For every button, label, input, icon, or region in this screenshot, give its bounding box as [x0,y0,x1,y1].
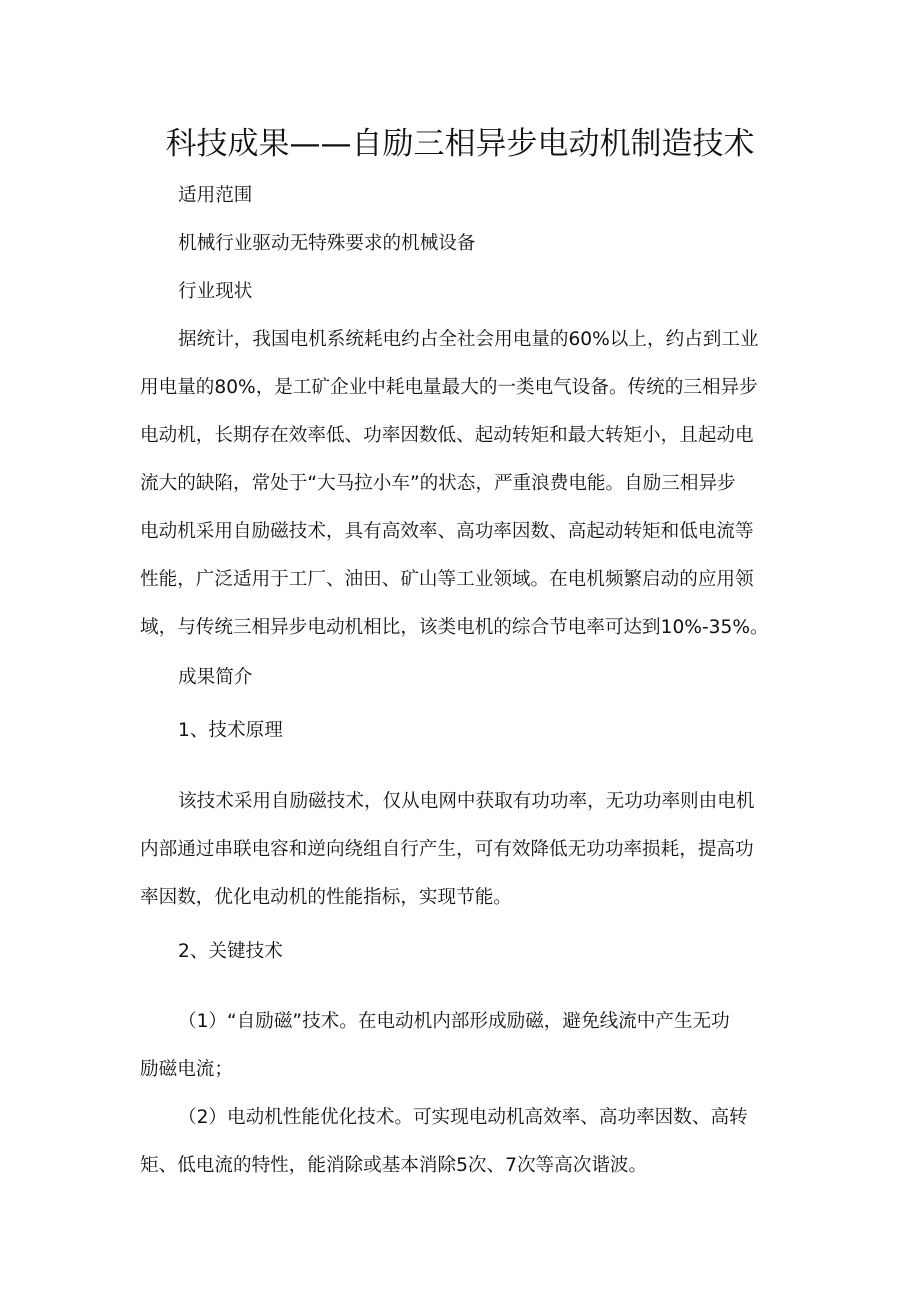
heading-principle: 1、技术原理 [178,720,283,741]
status-line: 据统计，我国电机系统耗电约占全社会用电量的60%以上，约占到工业 [178,329,759,350]
status-line: 电动机采用自励磁技术，具有高效率、高功率因数、高起动转矩和低电流等 [140,521,754,542]
status-line: 域，与传统三相异步电动机相比，该类电机的综合节电率可达到10%-35%。 [140,617,769,638]
key-item-line: 矩、低电流的特性，能消除或基本消除5次、7次等高次谐波。 [140,1155,648,1176]
heading-key: 2、关键技术 [178,941,283,962]
status-line: 电动机，长期存在效率低、功率因数低、起动转矩和最大转矩小，且起动电 [140,425,754,446]
heading-status: 行业现状 [178,281,253,302]
principle-line: 该技术采用自励磁技术，仅从电网中获取有功功率，无功功率则由电机 [178,791,755,812]
heading-scope: 适用范围 [178,185,253,206]
principle-line: 内部通过串联电容和逆向绕组自行产生，可有效降低无功功率损耗，提高功 [140,839,754,860]
key-item-line: 励磁电流； [140,1059,233,1080]
heading-intro: 成果简介 [178,667,253,688]
key-item-line: （1）“自励磁”技术。在电动机内部形成励磁，避免线流中产生无功 [178,1011,730,1032]
key-item-line: （2）电动机性能优化技术。可实现电动机高效率、高功率因数、高转 [178,1107,748,1128]
status-line: 用电量的80%，是工矿企业中耗电量最大的一类电气设备。传统的三相异步 [140,377,758,398]
document-title: 科技成果——自励三相异步电动机制造技术 [165,126,755,162]
status-line: 流大的缺陷，常处于“大马拉小车”的状态，严重浪费电能。自励三相异步 [140,473,736,494]
scope-text: 机械行业驱动无特殊要求的机械设备 [178,233,476,254]
principle-line: 率因数，优化电动机的性能指标，实现节能。 [140,887,512,908]
status-line: 性能，广泛适用于工厂、油田、矿山等工业领域。在电机频繁启动的应用领 [140,569,754,590]
